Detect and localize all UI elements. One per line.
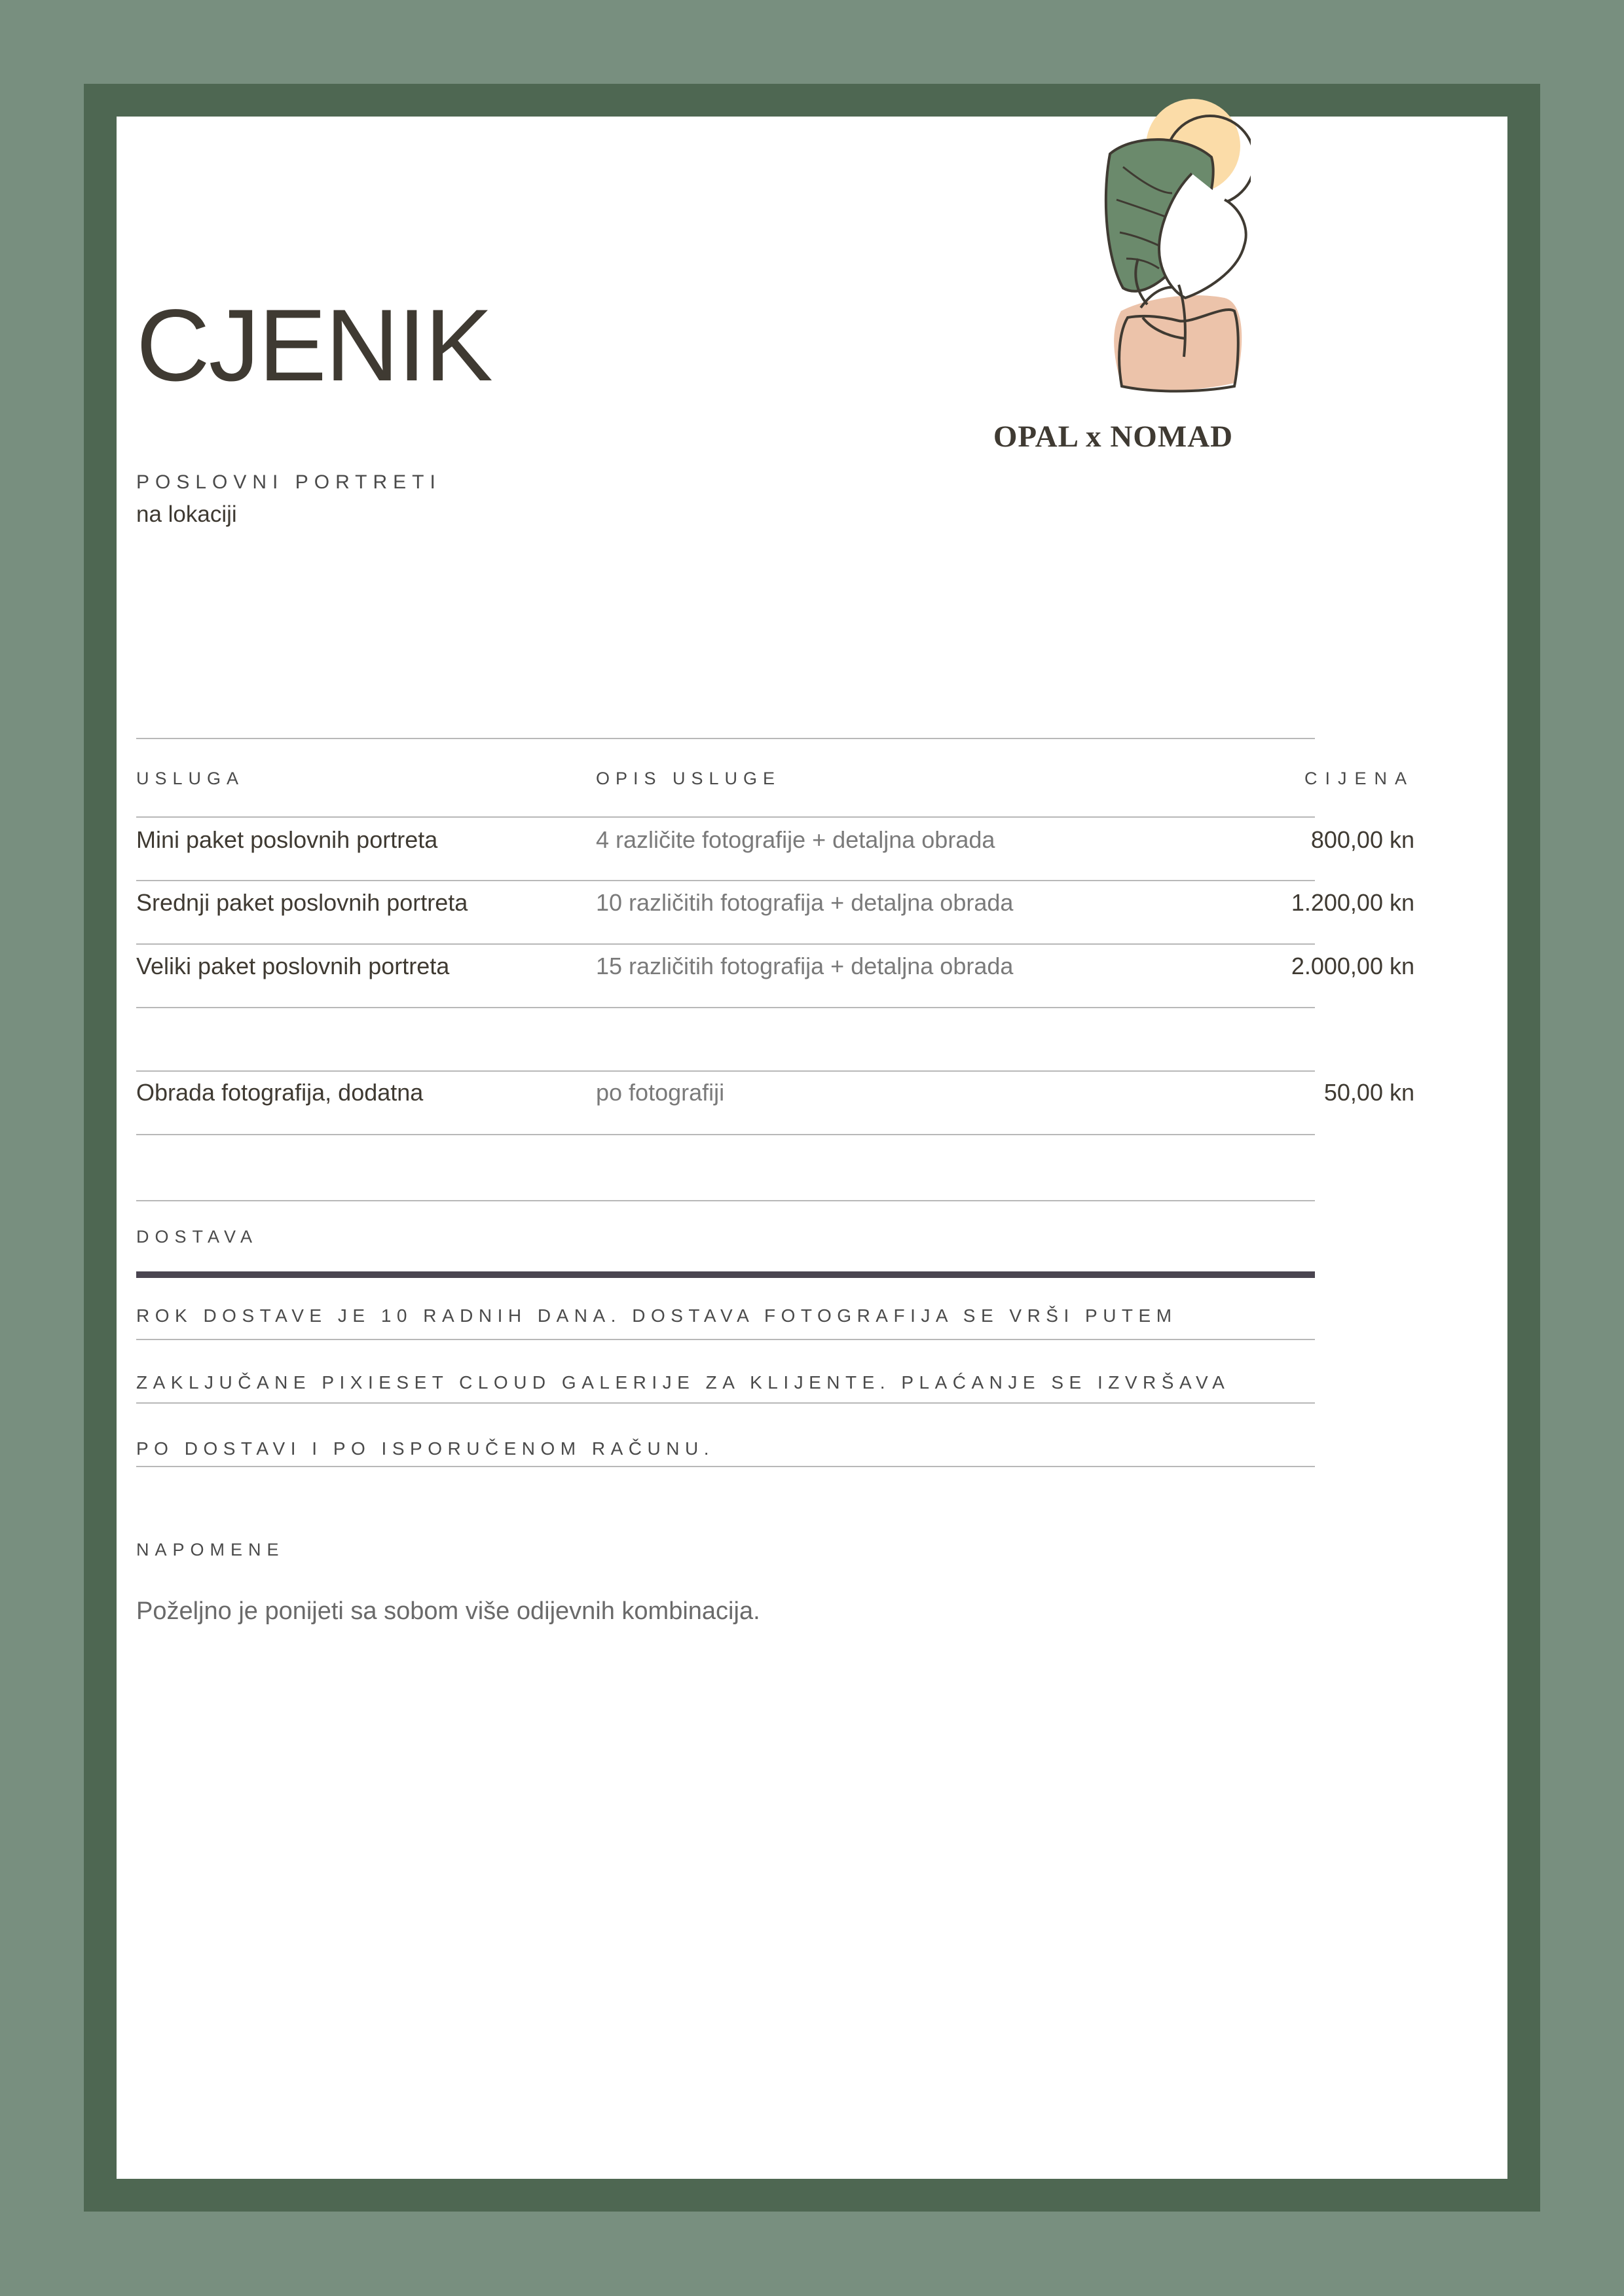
notes-text: Poželjno je ponijeti sa sobom više odijevnih kombinacija.: [136, 1597, 760, 1625]
row-price: 1.200,00 kn: [1291, 889, 1414, 916]
price-list-sheet: [117, 117, 1507, 2179]
row-description: 15 različitih fotografija + detaljna obrada: [596, 953, 1014, 979]
page-subtitle: POSLOVNI PORTRETI: [136, 471, 441, 493]
delivery-line-divider: [136, 1402, 1315, 1404]
delivery-text-line: PO DOSTAVI I PO ISPORUČENOM RAČUNU.: [136, 1438, 714, 1459]
row-divider: [136, 1134, 1315, 1135]
row-price: 800,00 kn: [1310, 826, 1414, 853]
row-service: Obrada fotografija, dodatna: [136, 1079, 424, 1106]
row-divider: [136, 943, 1315, 945]
row-divider: [136, 880, 1315, 881]
row-divider: [136, 1007, 1315, 1008]
row-service: Veliki paket poslovnih portreta: [136, 953, 450, 979]
delivery-top-rule: [136, 1200, 1315, 1201]
header-description: OPIS USLUGE: [596, 769, 781, 788]
table-top-rule: [136, 738, 1315, 739]
header-service: USLUGA: [136, 769, 245, 788]
row-service: Srednji paket poslovnih portreta: [136, 889, 468, 916]
delivery-text-line: ZAKLJUČANE PIXIESET CLOUD GALERIJE ZA KLIJENTE. PLAĆANJE SE IZVRŠAVA: [136, 1372, 1230, 1393]
delivery-line-divider: [136, 1339, 1315, 1340]
row-service: Mini paket poslovnih portreta: [136, 826, 438, 853]
row-price: 2.000,00 kn: [1291, 953, 1414, 979]
header-price: CIJENA: [1304, 769, 1414, 788]
delivery-line-divider: [136, 1466, 1315, 1467]
delivery-label: DOSTAVA: [136, 1227, 259, 1247]
page-subtitle-location: na lokaciji: [136, 501, 237, 527]
woman-portrait-logo-icon: [976, 95, 1251, 403]
row-description: 4 različite fotografije + detaljna obrada: [596, 826, 995, 853]
row-description: 10 različitih fotografija + detaljna obrada: [596, 889, 1014, 916]
table-header-rule: [136, 816, 1315, 818]
page-title: CJENIK: [136, 289, 492, 403]
row-divider: [136, 1070, 1315, 1072]
delivery-text-line: ROK DOSTAVE JE 10 RADNIH DANA. DOSTAVA FOTOGRAFIJA SE VRŠI PUTEM: [136, 1305, 1177, 1326]
brand-logo-text: OPAL x NOMAD: [993, 420, 1234, 454]
delivery-thick-rule: [136, 1271, 1315, 1278]
row-description: po fotografiji: [596, 1079, 725, 1106]
row-price: 50,00 kn: [1323, 1079, 1414, 1106]
notes-label: NAPOMENE: [136, 1540, 285, 1559]
